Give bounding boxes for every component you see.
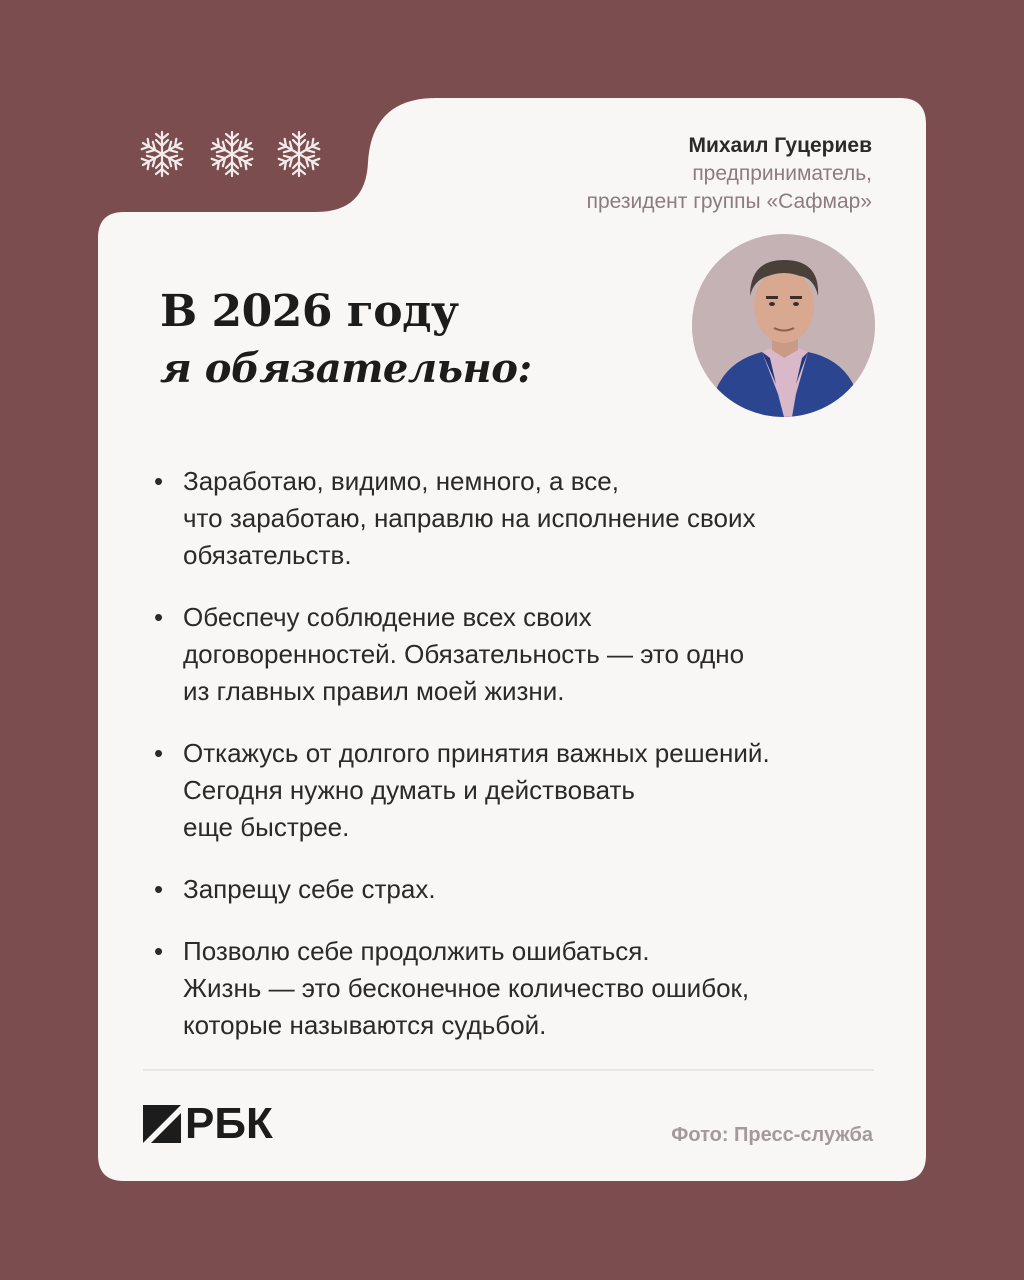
bullet: • — [154, 936, 164, 966]
list-item — [154, 735, 864, 846]
list-item-text: Обеспечу соблюдение всех своих договоренностей. Обязательность — это одно из главных правил моей жизни. — [183, 602, 745, 706]
divider — [143, 1069, 874, 1071]
heading-line-2: я обязательно: — [160, 345, 532, 392]
author-role-line1: предприниматель, — [692, 162, 872, 185]
snowflake-icon — [136, 128, 188, 180]
snowflake-decoration — [136, 128, 336, 184]
rbc-logo — [143, 1099, 273, 1148]
bullet: • — [154, 602, 164, 632]
bullet: • — [154, 874, 164, 904]
logo-mark-icon — [143, 1105, 181, 1143]
logo-text: РБК — [185, 1099, 273, 1148]
author-info — [512, 132, 872, 216]
list-item-text: Позволю себе продолжить ошибаться. Жизнь — это бесконечное количество ошибок, которые называются судьбой. — [183, 936, 750, 1040]
list-item — [154, 463, 864, 574]
author-name: Михаил Гуцериев — [688, 134, 872, 157]
photo-credit: Фото: Пресс-служба — [671, 1124, 873, 1146]
heading-line-1: В 2026 году — [160, 286, 459, 337]
list-item — [154, 933, 864, 1044]
bullet: • — [154, 738, 164, 768]
list-item — [154, 871, 864, 908]
list-item-text: Запрещу себе страх. — [183, 874, 436, 904]
resolutions-list — [154, 463, 864, 1069]
snowflake-icon — [273, 128, 325, 180]
bullet: • — [154, 466, 164, 496]
list-item-text: Заработаю, видимо, немного, а все, что заработаю, направлю на исполнение своих обязательств. — [183, 466, 756, 570]
author-photo — [692, 234, 875, 417]
list-item — [154, 599, 864, 710]
page-title — [160, 284, 532, 398]
snowflake-icon — [206, 128, 258, 180]
list-item-text: Откажусь от долгого принятия важных решений. Сегодня нужно думать и действовать еще быстрее. — [183, 738, 770, 842]
author-role-line2: президент группы «Сафмар» — [586, 190, 872, 213]
